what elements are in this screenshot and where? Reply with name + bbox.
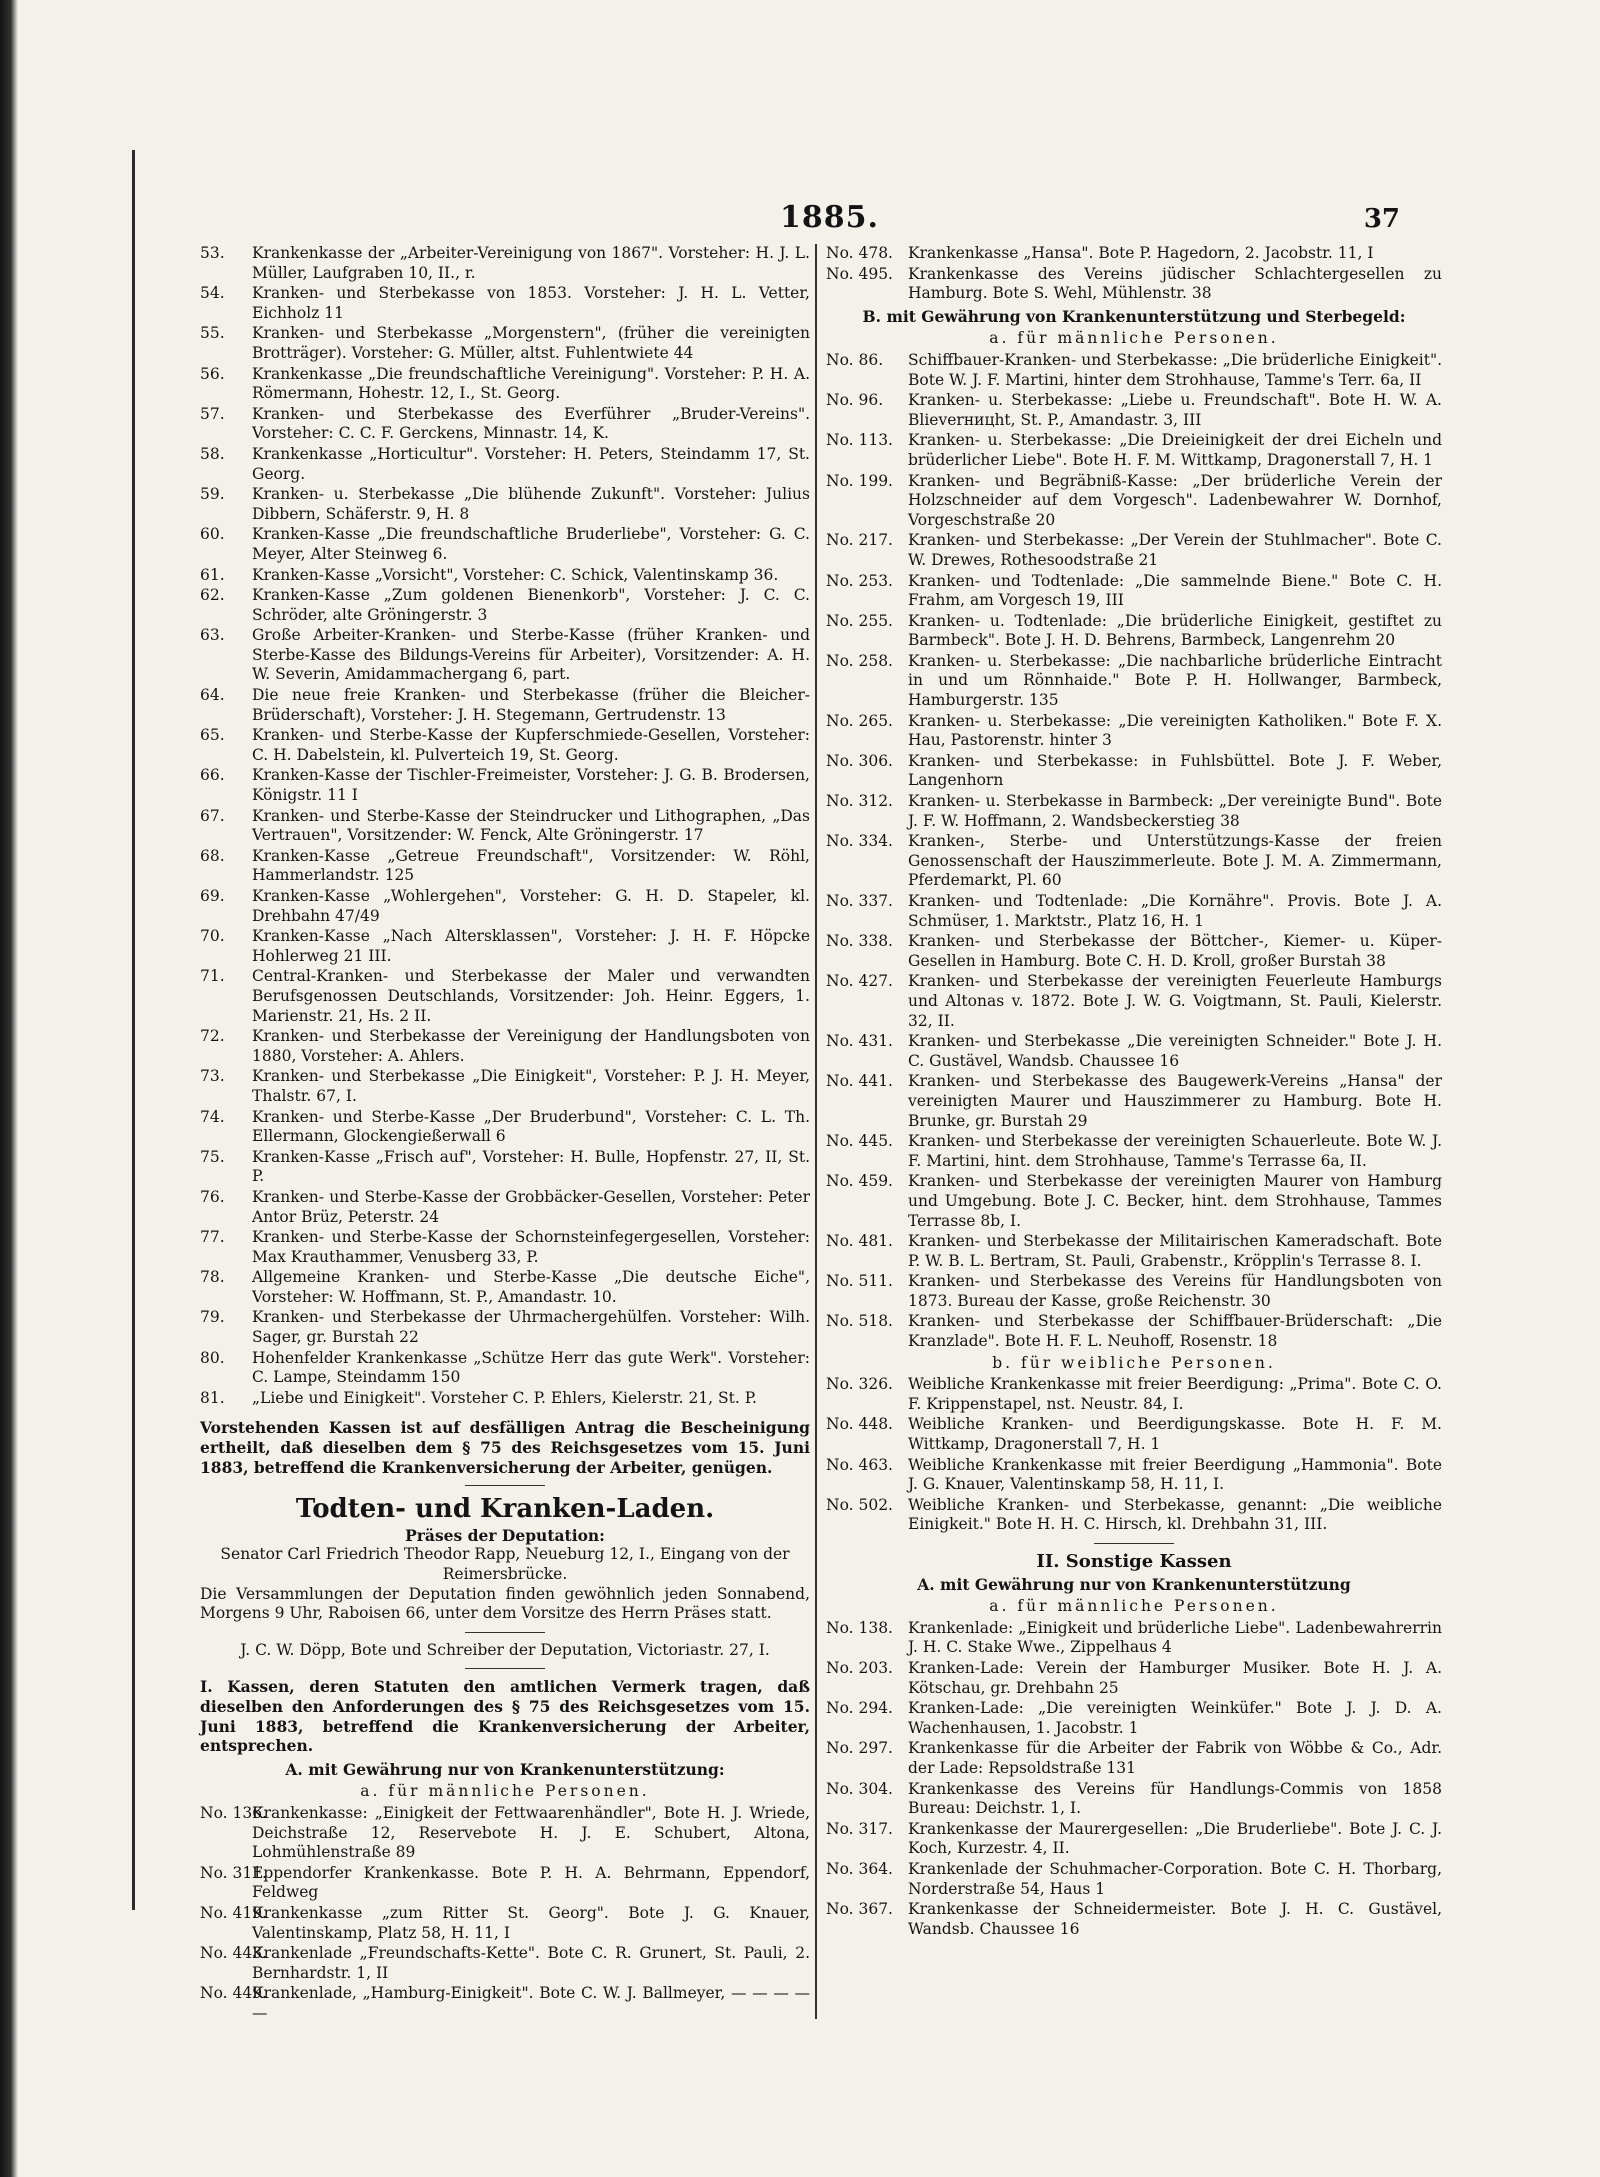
list-item bbox=[200, 1349, 810, 1388]
entry-text: Kranken- u. Sterbekasse: „Liebe u. Freundschaft". Bote H. W. A. Blieverницht, St. P., Amandastr. 3, III bbox=[908, 391, 1442, 429]
list-item bbox=[200, 1188, 810, 1227]
entry-text: Krankenkasse der Maurergesellen: „Die Bruderliebe". Bote J. C. J. Koch, Kurzestr. 4, II. bbox=[908, 1819, 1442, 1858]
entry-number: No. 463. bbox=[826, 1455, 893, 1474]
list-item bbox=[826, 972, 1442, 1031]
entry-text: Kranken- und Begräbniß-Kasse: „Der brüderliche Verein der Holzschneider auf dem Vorgesch". Ladenbewahrer W. Dornhof, Vorgeschstraße 20 bbox=[908, 471, 1442, 529]
entry-text: Kranken- und Sterbekasse der Vereinigung der Handlungsboten von 1880, Vorsteher: A. Ahlers. bbox=[252, 1027, 810, 1065]
list-item bbox=[200, 1984, 810, 2023]
list-item bbox=[826, 752, 1442, 791]
entry-text: Kranken-Kasse „Nach Altersklassen", Vorsteher: J. H. F. Höpcke Hohlerweg 21 III. bbox=[252, 927, 810, 965]
entry-text: Kranken-Kasse „Getreue Freundschaft", Vorsitzender: W. Röhl, Hammerlandstr. 125 bbox=[252, 846, 810, 885]
entry-number: 54. bbox=[200, 284, 225, 303]
entry-number: 79. bbox=[200, 1308, 225, 1327]
list-item bbox=[200, 445, 810, 484]
list-item bbox=[826, 1415, 1442, 1454]
entry-text: Kranken- und Sterbekasse der vereinigten Schauerleute. Bote W. J. F. Martini, hint. dem Strohhause, Tamme's Terrasse 6a, II. bbox=[908, 1132, 1442, 1170]
entry-number: 53. bbox=[200, 244, 225, 262]
entry-text: Krankenkasse für die Arbeiter der Fabrik von Wöbbe & Co., Adr. der Lade: Repsoldstraße 131 bbox=[908, 1739, 1442, 1777]
entry-text: Kranken-Kasse „Vorsicht", Vorsteher: C. Schick, Valentinskamp 36. bbox=[252, 565, 779, 584]
entry-number: 60. bbox=[200, 525, 225, 544]
entry-number: No. 311. bbox=[200, 1863, 267, 1882]
list-item bbox=[826, 1820, 1442, 1859]
entry-text: Krankenlade: „Einigkeit und brüderliche Liebe". Ladenbewahrerrin J. H. C. Stake Wwe., Zippelhaus 4 bbox=[908, 1618, 1442, 1657]
entry-text: Hohenfelder Krankenkasse „Schütze Herr das gute Werk". Vorsteher: C. Lampe, Steindamm 150 bbox=[252, 1348, 810, 1387]
entry-text: Krankenkasse der Schneidermeister. Bote J. H. C. Gustävel, Wandsb. Chaussee 16 bbox=[908, 1900, 1442, 1938]
entry-text: Kranken- und Sterbekasse der vereinigten Maurer von Hamburg und Umgebung. Bote J. C. Becker, hint. dem Strohhause, Tammes Terrasse 8b, I. bbox=[908, 1172, 1442, 1230]
entry-text: Krankenlade „Freundschafts-Kette". Bote C. R. Grunert, St. Pauli, 2. Bernhardstr. 1, II bbox=[252, 1944, 810, 1982]
list-item bbox=[826, 1172, 1442, 1231]
entry-number: No. 304. bbox=[826, 1779, 893, 1798]
divider-rule bbox=[465, 1485, 545, 1486]
list-item bbox=[826, 1375, 1442, 1414]
entry-text: Kranken- und Sterbekasse „Die vereinigten Schneider." Bote J. H. C. Gustävel, Wandsb. Chaussee 16 bbox=[908, 1032, 1442, 1070]
list-item bbox=[826, 612, 1442, 651]
list-item bbox=[826, 1312, 1442, 1351]
page-number: 37 bbox=[1363, 204, 1400, 234]
entry-number: 69. bbox=[200, 887, 225, 905]
entry-number: 72. bbox=[200, 1027, 225, 1046]
entry-text: Kranken- und Sterbekasse der Militairischen Kameradschaft. Bote P. W. B. L. Bertram, St. Pauli, Grabenstr., Kröpplin's Terrasse 8. I. bbox=[908, 1232, 1442, 1270]
entry-number: No. 306. bbox=[826, 751, 893, 770]
entry-text: Kranken- und Sterbekasse der vereinigten Feuerleute Hamburgs und Altonas v. 1872. Bote J. W. G. Voigtmann, St. Pauli, Kielerstr. 32, II. bbox=[908, 972, 1442, 1030]
list-item bbox=[200, 1268, 810, 1307]
list-item bbox=[200, 244, 810, 283]
meetings-note: Die Versammlungen der Deputation finden gewöhnlich jeden Sonnabend, Morgens 9 Uhr, Raboisen 66, unter dem Vorsitze des Herrn Präses statt. bbox=[200, 1584, 810, 1623]
list-item bbox=[200, 1148, 810, 1187]
list-item bbox=[200, 626, 810, 685]
list-item bbox=[200, 1944, 810, 1983]
list-item bbox=[200, 1864, 810, 1903]
list-item bbox=[826, 572, 1442, 611]
right-ii-entry-list bbox=[826, 1619, 1442, 1940]
list-item bbox=[826, 1659, 1442, 1698]
entry-number: No. 445. bbox=[826, 1132, 893, 1151]
entry-number: 70. bbox=[200, 927, 225, 946]
list-item bbox=[200, 1027, 810, 1066]
entry-text: „Liebe und Einigkeit". Vorsteher C. P. Ehlers, Kielerstr. 21, St. P. bbox=[252, 1388, 757, 1407]
list-item bbox=[826, 1780, 1442, 1819]
list-item bbox=[200, 485, 810, 524]
entry-text: Kranken- und Todtenlade: „Die Kornähre". Provis. Bote J. A. Schmüser, 1. Marktstr., Platz 16, H. 1 bbox=[908, 892, 1442, 930]
list-item bbox=[826, 1739, 1442, 1778]
right-b-entry-list bbox=[826, 351, 1442, 1352]
entry-text: Krankenlade der Schuhmacher-Corporation. Bote C. H. Thorbarg, Norderstraße 54, Haus 1 bbox=[908, 1859, 1442, 1898]
entry-number: 55. bbox=[200, 324, 225, 343]
entry-text: Kranken- u. Sterbekasse in Barmbeck: „Der vereinigte Bund". Bote J. F. W. Hoffmann, 2. Wandsbeckerstieg 38 bbox=[908, 792, 1442, 830]
entry-number: No. 367. bbox=[826, 1900, 893, 1919]
entry-number: No. 478. bbox=[826, 244, 893, 262]
list-item bbox=[200, 1804, 810, 1863]
entry-number: No. 113. bbox=[826, 431, 893, 450]
entry-number: 58. bbox=[200, 444, 225, 463]
entry-text: Kranken-Lade: „Die vereinigten Weinküfer." Bote J. J. D. A. Wachenhausen, 1. Jacobstr. 1 bbox=[908, 1699, 1442, 1737]
entry-text: Weibliche Krankenkasse mit freier Beerdigung „Hammonia". Bote J. G. Knauer, Valentinskamp 58, H. 11, I. bbox=[908, 1455, 1442, 1494]
list-item bbox=[200, 1067, 810, 1106]
entry-number: No. 427. bbox=[826, 972, 893, 991]
list-item bbox=[826, 1232, 1442, 1271]
list-item bbox=[200, 686, 810, 725]
entry-number: No. 297. bbox=[826, 1739, 893, 1758]
entry-text: Schiffbauer-Kranken- und Sterbekasse: „Die brüderliche Einigkeit". Bote W. J. F. Martini, hinter dem Strohhause, Tamme's Terr. 6a, II bbox=[908, 350, 1442, 389]
list-item bbox=[826, 472, 1442, 531]
list-item bbox=[200, 284, 810, 323]
entry-text: Krankenkasse des Vereins für Handlungs-Commis von 1858 Bureau: Deichstr. 1, I. bbox=[908, 1779, 1442, 1818]
entry-text: Kranken-Lade: Verein der Hamburger Musiker. Bote H. J. A. Kötschau, gr. Drehbahn 25 bbox=[908, 1658, 1442, 1697]
list-item bbox=[826, 244, 1442, 264]
todten-title: Todten- und Kranken-Laden. bbox=[295, 1494, 715, 1525]
section-b-male: a. für männliche Personen. bbox=[989, 329, 1279, 348]
entry-text: Weibliche Krankenkasse mit freier Beerdigung: „Prima". Bote C. O. F. Krippenstapel, nst. Neustr. 84, I. bbox=[908, 1375, 1442, 1413]
list-item bbox=[200, 967, 810, 1026]
list-item bbox=[200, 847, 810, 886]
list-item bbox=[200, 927, 810, 966]
scan-edge bbox=[0, 0, 18, 2177]
entry-text: Krankenkasse des Vereins jüdischer Schlachtergesellen zu Hamburg. Bote S. Wehl, Mühlenstr. 38 bbox=[908, 264, 1442, 303]
left-lower-entry-list bbox=[200, 1804, 810, 2024]
list-item bbox=[200, 1108, 810, 1147]
entry-number: 71. bbox=[200, 967, 225, 986]
list-item bbox=[826, 1900, 1442, 1939]
entry-number: 77. bbox=[200, 1228, 225, 1247]
list-item bbox=[826, 1699, 1442, 1738]
entry-number: No. 265. bbox=[826, 711, 893, 730]
entry-text: Kranken-Kasse „Wohlergehen", Vorsteher: G. H. D. Stapeler, kl. Drehbahn 47/49 bbox=[252, 887, 810, 925]
entry-number: No. 253. bbox=[826, 571, 893, 590]
entry-text: Weibliche Kranken- und Sterbekasse, genannt: „Die weibliche Einigkeit." Bote H. H. C. Hirsch, kl. Drehbahn 31, III. bbox=[908, 1495, 1442, 1534]
entry-number: 62. bbox=[200, 586, 225, 605]
entry-number: 74. bbox=[200, 1107, 225, 1126]
entry-number: No. 138. bbox=[826, 1618, 893, 1637]
entry-number: No. 448. bbox=[826, 1415, 893, 1434]
entry-number: No. 443. bbox=[200, 1944, 267, 1963]
entry-number: 73. bbox=[200, 1067, 225, 1086]
right-column bbox=[826, 244, 1442, 1940]
entry-text: Weibliche Kranken- und Beerdigungskasse. Bote H. F. M. Wittkamp, Dragonerstall 7, H. 1 bbox=[908, 1415, 1442, 1454]
entry-number: 80. bbox=[200, 1348, 225, 1367]
entry-number: 81. bbox=[200, 1388, 225, 1407]
entry-number: 66. bbox=[200, 766, 225, 785]
list-item bbox=[826, 1032, 1442, 1071]
entry-number: No. 203. bbox=[826, 1658, 893, 1677]
section-ii-title: II. Sonstige Kassen bbox=[1036, 1551, 1232, 1572]
entry-number: 63. bbox=[200, 626, 225, 645]
divider-rule bbox=[465, 1632, 545, 1633]
list-item bbox=[826, 351, 1442, 390]
section-i-title: I. Kassen, deren Statuten den amtlichen Vermerk tragen, daß dieselben den Anforderungen des § 75 des Reichsgesetzes vom 15. Juni 1883, betreffend die Krankenversicherung der Arbeiter, entsprechen. bbox=[200, 1677, 810, 1756]
list-item bbox=[200, 726, 810, 765]
left-column bbox=[200, 244, 810, 2024]
entry-text: Kranken- und Sterbekasse des Everführer „Bruder-Vereins". Vorsteher: C. C. F. Gerckens, Minnastr. 14, K. bbox=[252, 404, 810, 443]
entry-text: Große Arbeiter-Kranken- und Sterbe-Kasse (früher Kranken- und Sterbe-Kasse des Bildungs-Vereins für Arbeiter), Vorsitzender: A. H. W. Severin, Amidammachergang 6, part. bbox=[252, 626, 810, 684]
list-item bbox=[826, 1496, 1442, 1535]
list-item bbox=[826, 265, 1442, 304]
column-divider bbox=[815, 244, 817, 2019]
entry-text: Kranken- und Sterbe-Kasse der Grobbäcker-Gesellen, Vorsteher: Peter Antor Brüz, Peterstr. 24 bbox=[252, 1187, 810, 1226]
section-ii-sub-a: A. mit Gewährung nur von Krankenunterstützung bbox=[917, 1574, 1351, 1594]
entry-number: No. 337. bbox=[826, 892, 893, 910]
entry-number: 78. bbox=[200, 1268, 225, 1287]
entry-text: Krankenkasse „Horticultur". Vorsteher: H. Peters, Steindamm 17, St. Georg. bbox=[252, 444, 810, 483]
list-item bbox=[826, 1132, 1442, 1171]
list-item bbox=[826, 1072, 1442, 1131]
section-ii-male: a. für männliche Personen. bbox=[989, 1597, 1279, 1616]
entry-text: Kranken- u. Sterbekasse: „Die vereinigten Katholiken." Bote F. X. Hau, Pastorenstr. hinter 3 bbox=[908, 711, 1442, 750]
list-item bbox=[200, 1904, 810, 1943]
list-item bbox=[826, 391, 1442, 430]
entry-number: No. 518. bbox=[826, 1312, 893, 1331]
left-entry-list bbox=[200, 244, 810, 1408]
entry-number: No. 294. bbox=[826, 1699, 893, 1718]
page-header bbox=[200, 200, 1400, 244]
entry-number: 61. bbox=[200, 565, 225, 584]
entry-number: No. 419. bbox=[200, 1903, 267, 1922]
section-b-title: B. mit Gewährung von Krankenunterstützung und Sterbegeld: bbox=[862, 306, 1406, 326]
entry-text: Kranken-Kasse „Frisch auf", Vorsteher: H. Bulle, Hopfenstr. 27, II, St. P. bbox=[252, 1147, 810, 1186]
list-item bbox=[826, 792, 1442, 831]
entry-number: 75. bbox=[200, 1147, 225, 1166]
entry-number: No. 258. bbox=[826, 651, 893, 670]
entry-text: Allgemeine Kranken- und Sterbe-Kasse „Die deutsche Eiche", Vorsteher: W. Hoffmann, St. P., Amandastr. 10. bbox=[252, 1268, 810, 1306]
entry-number: No. 495. bbox=[826, 264, 893, 283]
entry-number: 76. bbox=[200, 1187, 225, 1206]
list-item bbox=[200, 324, 810, 363]
list-item bbox=[826, 1619, 1442, 1658]
entry-text: Krankenkasse: „Einigkeit der Fettwaarenhändler", Bote H. J. Wriede, Deichstraße 12, Reservebote H. J. E. Schubert, Altona, Lohmühlenstraße 89 bbox=[252, 1803, 810, 1862]
entry-number: 65. bbox=[200, 726, 225, 745]
entry-text: Kranken- und Sterbekasse der Schiffbauer-Brüderschaft: „Die Kranzlade". Bote H. F. L. Neuhoff, Rosenstr. 18 bbox=[908, 1312, 1442, 1351]
entry-text: Kranken-Kasse der Tischler-Freimeister, Vorsteher: J. G. B. Brodersen, Königstr. 11 I bbox=[252, 766, 810, 805]
entry-text: Kranken-, Sterbe- und Unterstützungs-Kasse der freien Genossenschaft der Hauszimmerleute. Bote J. M. A. Zimmermann, Pferdemarkt, Pl. 60 bbox=[908, 832, 1442, 890]
entry-number: No. 326. bbox=[826, 1375, 893, 1394]
list-item bbox=[826, 712, 1442, 751]
entry-text: Kranken- und Sterbe-Kasse der Steindrucker und Lithographen, „Das Vertrauen", Vorsitzender: W. Fenck, Alte Gröningerstr. 17 bbox=[252, 806, 810, 845]
entry-text: Kranken- und Sterbekasse der Böttcher-, Kiemer- u. Küper-Gesellen in Hamburg. Bote C. H. D. Kroll, großer Burstah 38 bbox=[908, 932, 1442, 970]
list-item bbox=[200, 365, 810, 404]
entry-text: Kranken-Kasse „Zum goldenen Bienenkorb", Vorsteher: J. C. C. Schröder, alte Gröningerstr. 3 bbox=[252, 586, 810, 624]
entry-number: No. 481. bbox=[826, 1232, 893, 1251]
entry-text: Kranken- und Sterbe-Kasse „Der Bruderbund", Vorsteher: C. L. Th. Ellermann, Glockengießerwall 6 bbox=[252, 1107, 810, 1146]
entry-number: No. 255. bbox=[826, 611, 893, 630]
entry-number: No. 199. bbox=[826, 471, 893, 490]
entry-text: Kranken- und Sterbe-Kasse der Schornsteinfegergesellen, Vorsteher: Max Krauthammer, Venusberg 33, P. bbox=[252, 1228, 810, 1266]
entry-number: No. 364. bbox=[826, 1859, 893, 1878]
entry-text: Kranken- u. Sterbekasse: „Die Dreieinigkeit der drei Eicheln und brüderlicher Liebe". Bote H. F. M. Wittkamp, Dragonerstall 7, H. 1 bbox=[908, 431, 1442, 469]
list-item bbox=[200, 807, 810, 846]
list-item bbox=[826, 431, 1442, 470]
entry-text: Krankenlade, „Hamburg-Einigkeit". Bote C. W. J. Ballmeyer, — — — — — bbox=[252, 1984, 810, 2022]
list-item bbox=[826, 652, 1442, 711]
list-item bbox=[200, 1308, 810, 1347]
entry-number: No. 317. bbox=[826, 1819, 893, 1838]
list-item bbox=[200, 566, 810, 586]
list-item bbox=[200, 586, 810, 625]
entry-text: Kranken- u. Todtenlade: „Die brüderliche Einigkeit, gestiftet zu Barmbeck". Bote J. H. D. Behrens, Barmbeck, Langenrehm 20 bbox=[908, 611, 1442, 650]
entry-number: No. 96. bbox=[826, 391, 884, 410]
entry-number: 68. bbox=[200, 846, 225, 865]
entry-text: Kranken- und Sterbekasse „Morgenstern", (früher die vereinigten Brotträger). Vorsteher: G. Müller, altst. Fuhlentwiete 44 bbox=[252, 324, 810, 362]
entry-number: No. 334. bbox=[826, 832, 893, 851]
entry-number: 59. bbox=[200, 485, 225, 504]
list-item bbox=[200, 1389, 810, 1409]
list-item bbox=[826, 892, 1442, 931]
entry-number: No. 502. bbox=[826, 1495, 893, 1514]
entry-text: Kranken- u. Sterbekasse „Die blühende Zukunft". Vorsteher: Julius Dibbern, Schäferstr. 9, H. 8 bbox=[252, 485, 810, 523]
list-item bbox=[826, 932, 1442, 971]
list-item bbox=[200, 766, 810, 805]
entry-text: Krankenkasse „zum Ritter St. Georg". Bote J. G. Knauer, Valentinskamp, Platz 58, H. 11, I bbox=[252, 1903, 810, 1942]
entry-number: 57. bbox=[200, 404, 225, 423]
list-item bbox=[200, 887, 810, 926]
entry-text: Kranken- und Sterbekasse: in Fuhlsbüttel. Bote J. F. Weber, Langenhorn bbox=[908, 751, 1442, 790]
right-top-entry-list bbox=[826, 244, 1442, 304]
entry-text: Kranken- und Sterbe-Kasse der Kupferschmiede-Gesellen, Vorsteher: C. H. Dabelstein, kl. Pulverteich 19, St. Georg. bbox=[252, 726, 810, 764]
divider-rule bbox=[465, 1668, 545, 1669]
entry-text: Kranken- und Sterbekasse des Vereins für Handlungsboten von 1873. Bureau der Kasse, große Reichenstr. 30 bbox=[908, 1272, 1442, 1310]
entry-number: No. 312. bbox=[826, 792, 893, 811]
entry-text: Kranken- und Sterbekasse von 1853. Vorsteher: J. H. L. Vetter, Eichholz 11 bbox=[252, 284, 810, 322]
entry-number: No. 431. bbox=[826, 1032, 893, 1051]
list-item bbox=[200, 525, 810, 564]
left-note: Vorstehenden Kassen ist auf desfälligen Antrag die Bescheinigung ertheilt, daß dieselben dem § 75 des Reichsgesetzes vom 15. Juni 1883, betreffend die Krankenversicherung der Arbeiter, genügen. bbox=[200, 1418, 810, 1477]
list-item bbox=[826, 1272, 1442, 1311]
entry-number: 64. bbox=[200, 686, 225, 705]
entry-number: No. 449. bbox=[200, 1984, 267, 2003]
entry-text: Kranken- u. Sterbekasse: „Die nachbarliche brüderliche Eintracht in und um Rönnhaide." Bote P. H. Hollwanger, Barmbeck, Hamburgerstr. 135 bbox=[908, 651, 1442, 710]
entry-text: Die neue freie Kranken- und Sterbekasse (früher die Bleicher-Brüderschaft), Vorsteher: J. H. Stegemann, Gertrudenstr. 13 bbox=[252, 686, 810, 724]
entry-number: 56. bbox=[200, 364, 225, 383]
entry-number: No. 86. bbox=[826, 350, 884, 369]
entry-text: Kranken- und Sterbekasse der Uhrmachergehülfen. Vorsteher: Wilh. Sager, gr. Burstah 22 bbox=[252, 1308, 810, 1347]
list-item bbox=[826, 1860, 1442, 1899]
entry-text: Central-Kranken- und Sterbekasse der Maler und verwandten Berufsgenossen Deutschlands, Vorsitzender: Joh. Heinr. Eggers, 1. Marienstr. 21, Hs. 2 II. bbox=[252, 967, 810, 1025]
entry-number: No. 217. bbox=[826, 531, 893, 550]
entry-number: No. 459. bbox=[826, 1172, 893, 1191]
entry-text: Kranken-Kasse „Die freundschaftliche Bruderliebe", Vorsteher: G. C. Meyer, Alter Steinweg 6. bbox=[252, 525, 810, 563]
entry-number: No. 136. bbox=[200, 1803, 267, 1822]
section-i-sub-a: A. mit Gewährung nur von Krankenunterstützung: bbox=[285, 1759, 725, 1779]
page-year: 1885. bbox=[780, 200, 879, 235]
entry-text: Eppendorfer Krankenkasse. Bote P. H. A. Behrmann, Eppendorf, Feldweg bbox=[252, 1863, 810, 1902]
entry-text: Krankenkasse „Die freundschaftliche Vereinigung". Vorsteher: P. H. A. Römermann, Hohestr. 12, I., St. Georg. bbox=[252, 364, 810, 403]
entry-text: Krankenkasse der „Arbeiter-Vereinigung von 1867". Vorsteher: H. J. L. Müller, Laufgraben 10, II., r. bbox=[252, 244, 810, 282]
entry-number: No. 441. bbox=[826, 1072, 893, 1091]
entry-text: Kranken- und Todtenlade: „Die sammelnde Biene." Bote C. H. Frahm, am Vorgesch 19, III bbox=[908, 571, 1442, 610]
praeses-name: Senator Carl Friedrich Theodor Rapp, Neueburg 12, I., Eingang von der Reimersbrücke. bbox=[220, 1545, 790, 1583]
entry-number: No. 511. bbox=[826, 1272, 893, 1291]
entry-number: 67. bbox=[200, 806, 225, 825]
divider-rule bbox=[1094, 1543, 1174, 1544]
entry-text: Krankenkasse „Hansa". Bote P. Hagedorn, 2. Jacobstr. 11, I bbox=[908, 244, 1374, 262]
list-item bbox=[826, 832, 1442, 891]
entry-text: Kranken- und Sterbekasse: „Der Verein der Stuhlmacher". Bote C. W. Drewes, Rothesoodstraße 21 bbox=[908, 531, 1442, 569]
praeses-heading: Präses der Deputation: bbox=[405, 1525, 605, 1545]
section-b-female: b. für weibliche Personen. bbox=[992, 1353, 1276, 1372]
list-item bbox=[200, 1228, 810, 1267]
entry-text: Kranken- und Sterbekasse „Die Einigkeit", Vorsteher: P. J. H. Meyer, Thalstr. 67, I. bbox=[252, 1067, 810, 1105]
section-i-sub-a-male: a. für männliche Personen. bbox=[360, 1782, 650, 1801]
entry-text: Kranken- und Sterbekasse des Baugewerk-Vereins „Hansa" der vereinigten Maurer und Hauszimmerer zu Hamburg. Bote H. Brunke, gr. Burstah 29 bbox=[908, 1072, 1442, 1130]
list-item bbox=[200, 405, 810, 444]
list-item bbox=[826, 1456, 1442, 1495]
right-b-b-entry-list bbox=[826, 1375, 1442, 1535]
gutter-line bbox=[132, 150, 135, 1910]
entry-number: No. 338. bbox=[826, 932, 893, 951]
bote-line: J. C. W. Döpp, Bote und Schreiber der Deputation, Victoriastr. 27, I. bbox=[240, 1640, 770, 1659]
list-item bbox=[826, 531, 1442, 570]
